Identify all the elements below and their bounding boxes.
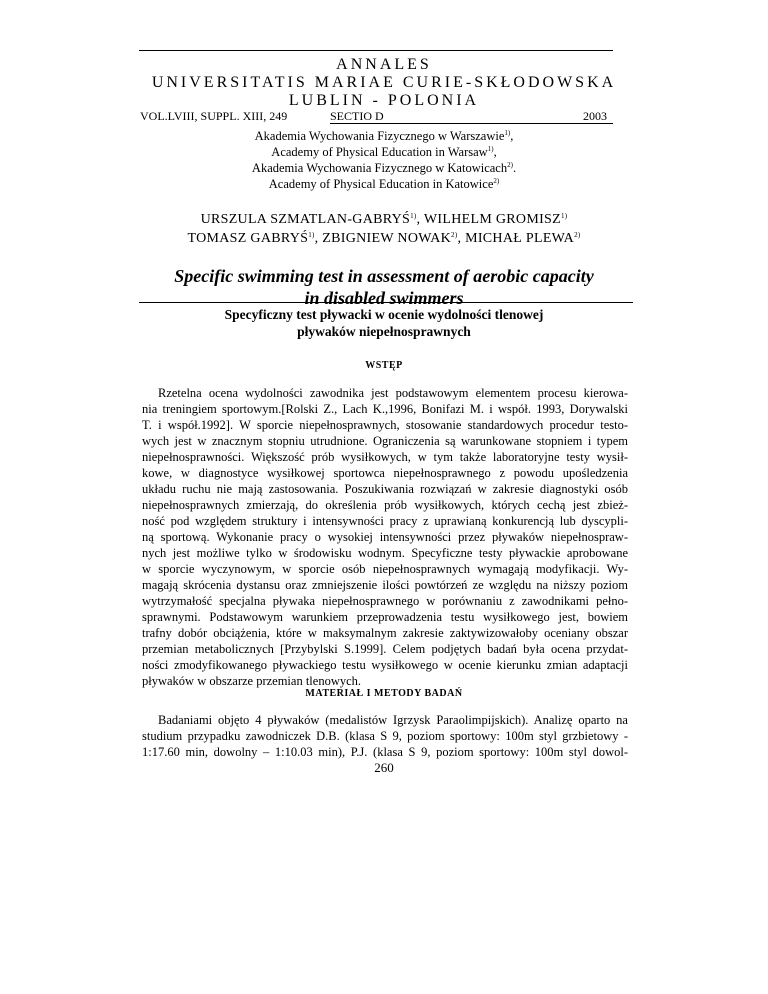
header-bottom-rule [330,123,613,124]
body-line: kowe, w diagnostyce wysiłkowej sportowca niepełnosprawnego z powodu upośledzenia [142,466,628,480]
header-top-rule [139,50,613,51]
page-number: 260 [374,760,394,775]
affiliation-line: Akademia Wychowania Fizycznego w Warszawie$^{1)}$, [254,129,514,143]
title-rule [139,302,633,303]
section-heading-wstep: WSTĘP [365,360,403,371]
body-line: pływaków w obszarze przemian tlenowych. [142,674,362,688]
affiliations [0,128,768,192]
affiliation-line: Academy of Physical Education in Katowice$^{2)}$ [268,177,500,191]
body-line: ną sportową. Wykonanie pracy o wysokiej intensywności przez pływaków niepełnospraw- [142,530,628,544]
authors [0,210,768,248]
article-title-en-line1: Specific swimming test in assessment of aerobic capacity [174,266,594,286]
body-line: wych jest w znacznym stopniu utrudnione. Ograniczenia są warunkowane stopniem i typem [142,434,628,448]
article-title-pl-line2: pływaków niepełnosprawnych [297,324,471,339]
body-line: Badaniami objęto 4 pływaków (medalistów Igrzysk Paraolimpijskich). Analizę oparto na [158,713,628,727]
body-line: sprawnymi. Podstawowym warunkiem przeprowadzenia testu wysiłkowego jest, bowiem [142,610,628,624]
body-line: studium przypadku zawodniczek D.B. (klasa S 9, poziom sportowy: 100m styl grzbietowy - [142,729,628,743]
body-line: nia treningiem sportowym.[Rolski Z., Lach K.,1996, Bonifazi M. i współ. 1993, Dorywalski [142,402,628,416]
affiliation-line: Academy of Physical Education in Warsaw$^{1)}$, [271,145,497,159]
affiliation-line: Akademia Wychowania Fizycznego w Katowicach$^{2)}$. [251,161,517,175]
body-line: 1:17.60 min, dowolny – 1:10.03 min), P.J. (klasa S 9, poziom sportowy: 100m styl dowol- [142,745,628,759]
journal-name-line1: ANNALES [336,56,432,73]
section-info: SECTIO D [330,109,384,123]
article-title-en-line2: in disabled swimmers [304,288,464,308]
body-line: trafny dobór obciążenia, które w maksymalnym zakresie zaktywizowałoby oceniany obszar [142,626,628,640]
body-line: przemian metabolicznych [Przybylski S.1999]. Celem podjętych badań była ocena przydat- [142,642,628,656]
body-line: w sporcie wyczynowym, w sporcie osób niepełnosprawnych wymagają modyfikacji. Wy- [142,562,628,576]
body-line: Rzetelna ocena wydolności zawodnika jest podstawowym elementem procesu kierowa- [158,386,628,400]
article-title-pl-line1: Specyficzny test pływacki w ocenie wydolności tlenowej [224,307,544,322]
article-title-pl [0,306,768,340]
body-line: układu ruchu nie mają zastosowania. Poszukiwania rozwiązań w zakresie diagnostyki osób [142,482,628,496]
body-line: niepełnosprawnych zmierzają, do określenia prób wysiłkowych, których cechą jest zbież- [142,498,628,512]
body-line: magają skrócenia dystansu oraz zmniejszenie ilości powtórzeń ze względu na niższy poziom [142,578,628,592]
authors-line1: URSZULA SZMATLAN-GABRYŚ$^{1)}$, WILHELM GROMISZ$^{1)}$ [200,212,568,227]
section-body-metody [142,712,628,760]
body-line: ności zmodyfikowanego pływackiego testu wysiłkowego w ocenie kierunku zmian adaptacji [142,658,628,672]
body-line: ność pod względem struktury i intensywności pracy z uprawianą konkurencją lub dyscypli- [142,514,628,528]
body-line: niepełnosprawności. Większość prób wysiłkowych, w tym także laboratoryjne testy wysił- [142,450,628,464]
section-body-wstep [142,385,628,689]
journal-name-line2: UNIVERSITATIS MARIAE CURIE-SKŁODOWSKA [151,74,617,91]
journal-name-line3: LUBLIN - POLONIA [288,92,480,109]
year-info: 2003 [583,109,607,123]
authors-line2: TOMASZ GABRYŚ$^{1)}$, ZBIGNIEW NOWAK$^{2)}$, MICHAŁ PLEWA$^{2)}$ [187,231,581,246]
body-line: wytrzymałość specjalna pływaka niepełnosprawnego w porównaniu z zawodnikami pełno- [142,594,628,608]
volume-info: VOL.LVIII, SUPPL. XIII, 249 [140,109,288,123]
section-heading-metody: MATERIAŁ I METODY BADAŃ [305,688,463,699]
body-line: T. i współ.1992]. W sporcie niepełnosprawnych, stosowanie standardowych procedur testo- [142,418,628,432]
body-line: nych jest możliwe tylko w środowisku wodnym. Specyficzne testy pływackie aprobowane [142,546,628,560]
